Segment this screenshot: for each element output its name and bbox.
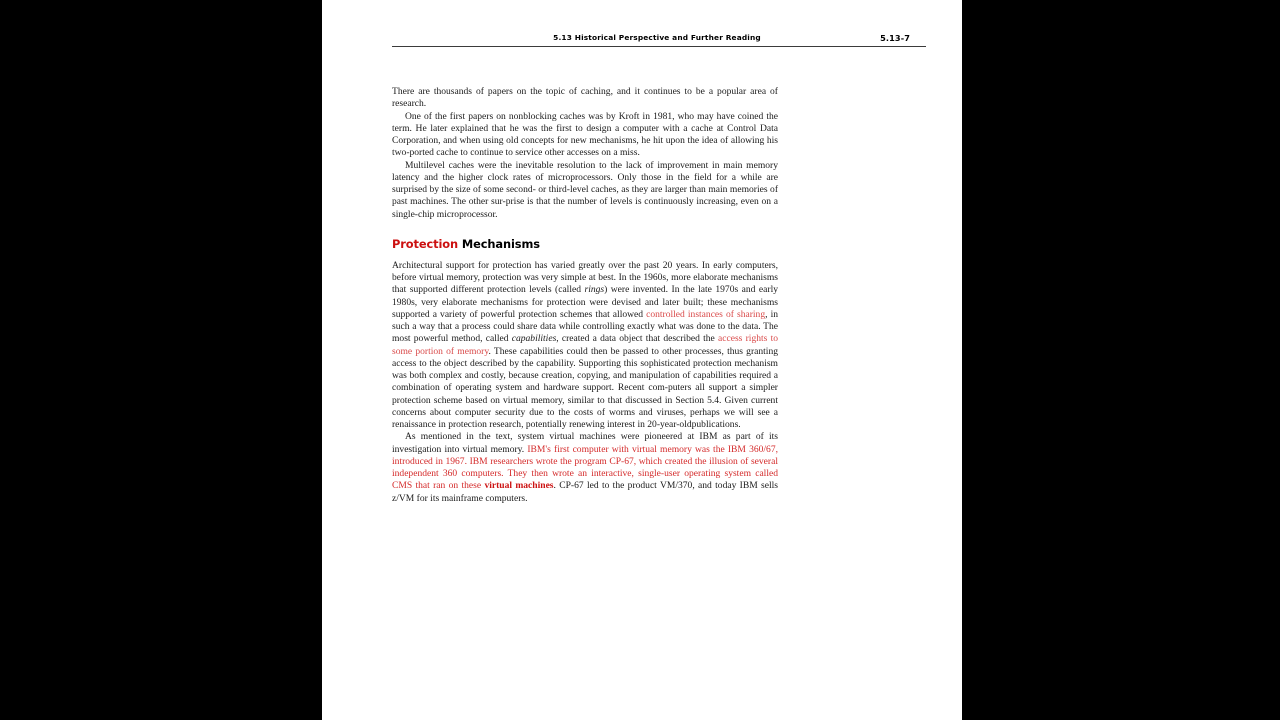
vm-red-ibm-history: IBM's first computer with virtual memory was the IBM 360/67, introduced in 1967. IBM researchers wrote the program CP-67, which created the illusion of several independent 360 computers. They then wrote an interactive, single-user operating system called CMS that ran on these [392, 443, 778, 492]
page-content-area [386, 0, 916, 720]
paragraph-protection-support [392, 260, 778, 432]
running-header [390, 33, 924, 47]
protection-italic-rings: rings [584, 284, 605, 296]
protection-seg-1: Architectural support for protection has varied greatly over the past 20 years. In early computers, before virtual memory, protection was very simple at best. In the 1960s, more elaborate mechanisms that supported different protection levels (called [392, 259, 778, 296]
section-heading-rest: Mechanisms [458, 236, 540, 251]
protection-red-controlled-sharing: controlled instances of sharing [646, 308, 766, 320]
protection-seg-5: . These capabilities could then be passed to other processes, thus granting access to the object described by the capability. Supporting this sophisticated protection mechanism was both complex and costly, because creation, copying, and manipulation of capabilities required a combination of operating system and hardware support. Recent com-puters all support a simpler protection scheme based on virtual memory, similar to that discussed in Section 5.4. Given current concerns about computer security due to the costs of worms and viruses, perhaps we will see a renaissance in protection research, potentially renewing interest in 20-year-oldpublications. [392, 345, 778, 430]
protection-italic-capabilities: capabilities [511, 333, 557, 345]
document-page [322, 0, 962, 720]
paragraph-caching-intro: There are thousands of papers on the topic of caching, and it continues to be a popular area of research. [392, 86, 778, 110]
vm-seg-2: . CP-67 led to the product VM/370, and today IBM sells z/VM for its mainframe computers. [392, 480, 778, 504]
vm-seg-1: As mentioned in the text, system virtual machines were pioneered at IBM as part of its investigation into virtual memory. [392, 431, 778, 455]
protection-seg-4: , created a data object that described the [556, 333, 719, 345]
section-heading-protection-mechanisms [392, 238, 778, 251]
protection-seg-3: , in such a way that a process could share data while controlling exactly what was done to the data. The most powerful method, called [392, 308, 779, 345]
protection-seg-2: ) were invented. In the late 1970s and early 1980s, very elaborate mechanisms for protection were devised and later built; these mechanisms supported a variety of powerful protection schemes that allowed [392, 284, 779, 320]
body-text-column [392, 86, 778, 505]
protection-red-access-rights: access rights to some portion of memory [392, 333, 779, 357]
section-heading-highlight: Protection [392, 236, 458, 251]
paragraph-multilevel-caches: Multilevel caches were the inevitable resolution to the lack of improvement in main memory latency and the higher clock rates of microprocessors. Only those in the field for a while are surprised by the size of some second- or third-level caches, as they are larger than main memories of past machines. The other sur-prise is that the number of levels is continuously increasing, even on a single-chip microprocessor. [392, 159, 778, 220]
vm-redbold-virtual-machines: virtual machines [484, 480, 554, 492]
header-rule-divider [392, 46, 926, 47]
paragraph-virtual-machines-ibm [392, 431, 778, 505]
paragraph-nonblocking-caches: One of the first papers on nonblocking caches was by Kroft in 1981, who may have coined the term. He later explained that he was the first to design a computer with a cache at Control Data Corporation, and when using old concepts for new mechanisms, he hit upon the idea of allowing his two-ported cache to continue to service other accesses on a miss. [392, 110, 778, 159]
header-page-number: 5.13-7 [880, 33, 910, 43]
header-section-title: 5.13 Historical Perspective and Further Reading [553, 33, 761, 42]
